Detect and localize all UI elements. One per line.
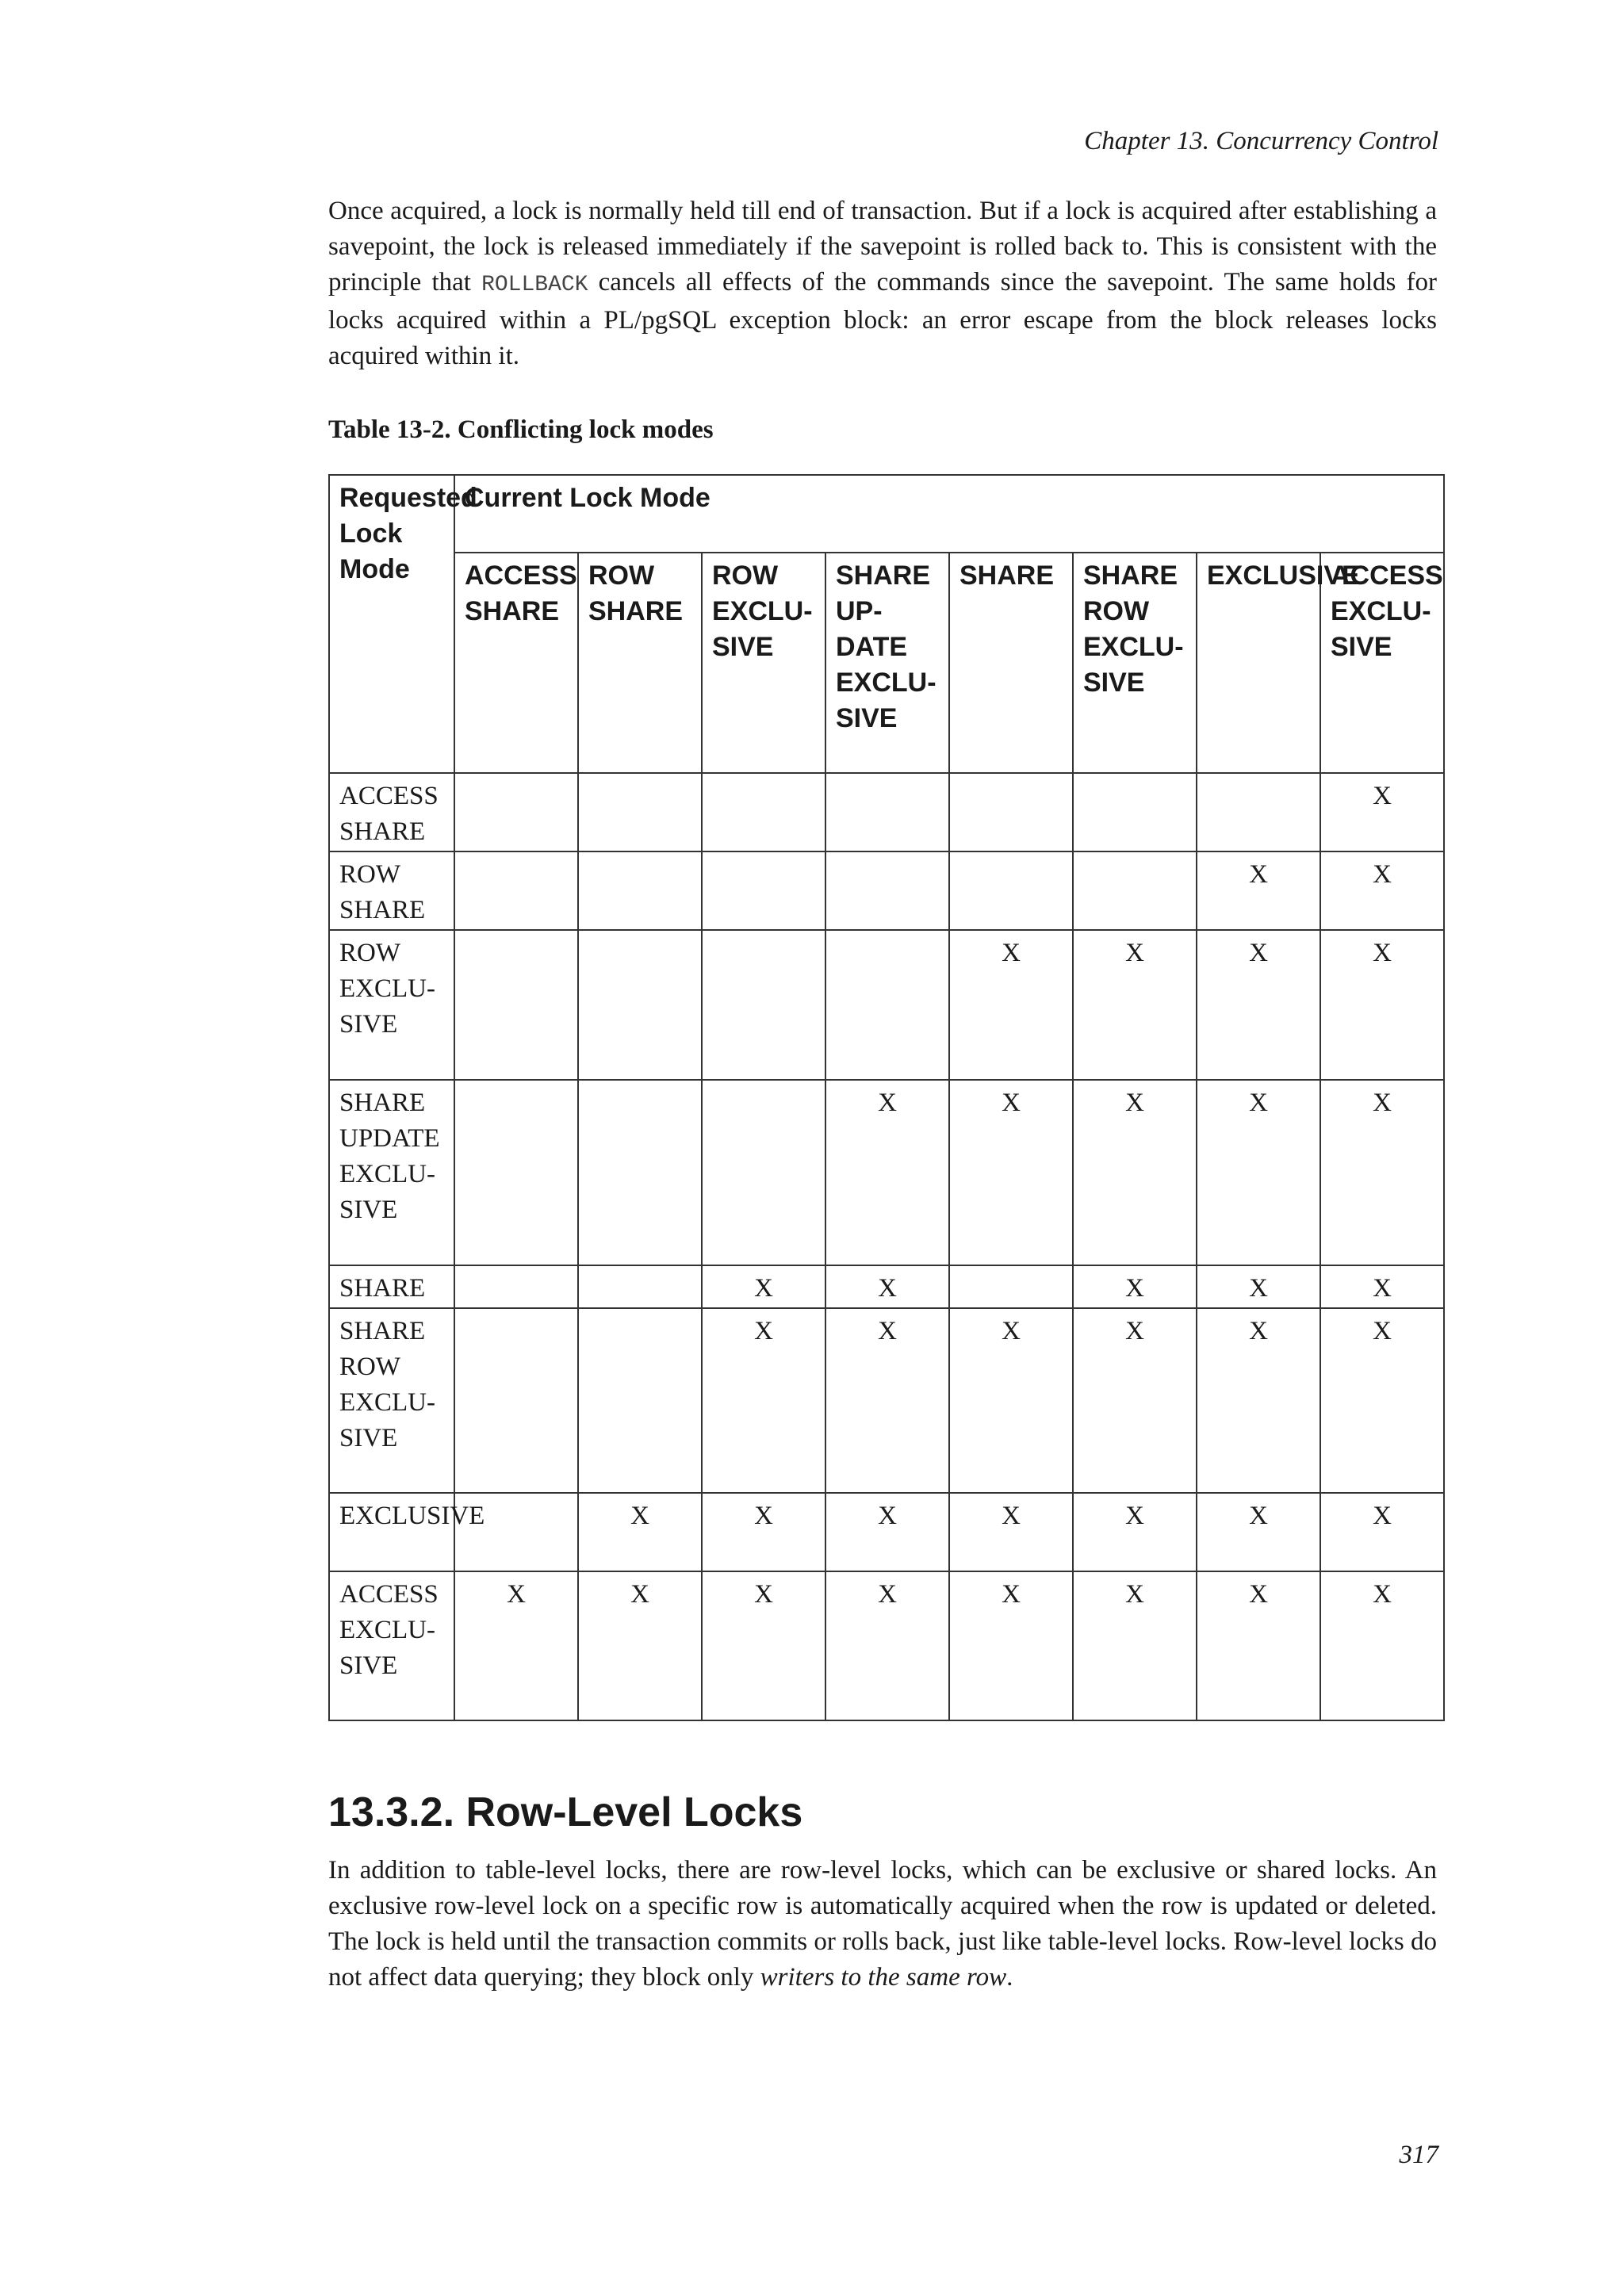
conflict-cell bbox=[578, 1080, 702, 1265]
conflict-cell: X bbox=[949, 1571, 1073, 1720]
row-mode: ROW SHARE bbox=[329, 851, 454, 930]
table-row bbox=[329, 1493, 1444, 1571]
table-row bbox=[329, 1308, 1444, 1493]
conflict-cell bbox=[578, 851, 702, 930]
conflict-cell: X bbox=[1197, 1080, 1320, 1265]
section-heading: 13.3.2. Row-Level Locks bbox=[328, 1789, 803, 1835]
table-caption: Table 13-2. Conflicting lock modes bbox=[328, 415, 714, 444]
conflict-cell bbox=[454, 851, 578, 930]
conflict-cell: X bbox=[1073, 1308, 1197, 1493]
conflict-cell: X bbox=[1320, 1493, 1444, 1571]
conflict-cell bbox=[1073, 851, 1197, 930]
conflict-cell bbox=[825, 851, 949, 930]
section-text: In addition to table-level locks, there are row-level locks, which can be exclusive or shared locks. An exclusive row-level lock on a specific row is automatically acquired when the row is updated or deleted. The lock is held until the transaction commits or rolls back, just like table-level locks. Row-level locks do not affect data querying; they block only bbox=[328, 1856, 1437, 1992]
conflict-cell: X bbox=[949, 1308, 1073, 1493]
conflict-cell: X bbox=[825, 1493, 949, 1571]
column-header: EXCLUSIVE bbox=[1197, 553, 1320, 773]
conflict-cell bbox=[454, 1308, 578, 1493]
conflict-cell bbox=[702, 773, 825, 851]
conflict-cell: X bbox=[702, 1265, 825, 1308]
conflict-cell bbox=[578, 930, 702, 1080]
conflict-cell bbox=[702, 851, 825, 930]
conflict-cell: X bbox=[454, 1571, 578, 1720]
row-mode: SHARE UPDATE EXCLU- SIVE bbox=[329, 1080, 454, 1265]
intro-text-1: Once acquired, a lock is normally held till end of transaction. But if a lock is acquired after establishing a savepoint, the lock is released immediately if the savepoint is rolled back to. This is consistent with the principle that bbox=[328, 197, 1437, 297]
table-row bbox=[329, 1080, 1444, 1265]
conflict-cell: X bbox=[1320, 1080, 1444, 1265]
column-header: ROW EXCLU- SIVE bbox=[702, 553, 825, 773]
conflict-cell bbox=[949, 851, 1073, 930]
intro-text-2: cancels all effects of the commands since the savepoint. The same holds for locks acquired within a PL/pgSQL exception block: an error escape from the block releases locks acquired within it. bbox=[328, 268, 1437, 370]
table-row bbox=[329, 930, 1444, 1080]
conflict-cell: X bbox=[1073, 930, 1197, 1080]
conflict-cell: X bbox=[1197, 1308, 1320, 1493]
conflict-cell: X bbox=[702, 1493, 825, 1571]
conflict-cell bbox=[702, 930, 825, 1080]
conflict-cell bbox=[1197, 773, 1320, 851]
column-header: SHARE UP- DATE EXCLU- SIVE bbox=[825, 553, 949, 773]
conflict-cell: X bbox=[949, 1080, 1073, 1265]
conflict-cell: X bbox=[702, 1571, 825, 1720]
section-paragraph bbox=[328, 1853, 1437, 1996]
conflict-cell: X bbox=[825, 1080, 949, 1265]
conflict-cell: X bbox=[1197, 1265, 1320, 1308]
conflict-cell: X bbox=[825, 1571, 949, 1720]
conflict-cell: X bbox=[578, 1493, 702, 1571]
current-mode-header: Current Lock Mode bbox=[454, 475, 1444, 553]
conflict-cell: X bbox=[1320, 1308, 1444, 1493]
conflict-cell: X bbox=[1073, 1265, 1197, 1308]
conflict-cell: X bbox=[825, 1308, 949, 1493]
conflict-cell: X bbox=[1320, 1265, 1444, 1308]
conflict-cell bbox=[578, 1265, 702, 1308]
conflict-cell bbox=[454, 773, 578, 851]
conflict-cell bbox=[454, 1080, 578, 1265]
conflict-cell: X bbox=[825, 1265, 949, 1308]
conflict-cell: X bbox=[1073, 1080, 1197, 1265]
table-row bbox=[329, 851, 1444, 930]
table-row bbox=[329, 1571, 1444, 1720]
row-mode: SHARE ROW EXCLU- SIVE bbox=[329, 1308, 454, 1493]
row-mode: EXCLUSIVE bbox=[329, 1493, 454, 1571]
section-emphasis: writers to the same row bbox=[760, 1963, 1007, 1992]
rollback-code: ROLLBACK bbox=[481, 273, 588, 297]
conflict-cell bbox=[825, 773, 949, 851]
conflict-cell: X bbox=[1320, 930, 1444, 1080]
table-row bbox=[329, 1265, 1444, 1308]
conflict-cell: X bbox=[1197, 930, 1320, 1080]
row-mode: ACCESS EXCLU- SIVE bbox=[329, 1571, 454, 1720]
conflict-cell bbox=[578, 1308, 702, 1493]
section-text-end: . bbox=[1006, 1963, 1013, 1992]
conflict-cell: X bbox=[1320, 851, 1444, 930]
column-header: SHARE bbox=[949, 553, 1073, 773]
conflict-cell bbox=[1073, 773, 1197, 851]
column-header: ROW SHARE bbox=[578, 553, 702, 773]
conflict-cell: X bbox=[949, 930, 1073, 1080]
conflict-cell bbox=[949, 773, 1073, 851]
conflict-cell: X bbox=[1320, 1571, 1444, 1720]
conflict-cell bbox=[454, 930, 578, 1080]
conflict-cell: X bbox=[702, 1308, 825, 1493]
row-mode: ACCESS SHARE bbox=[329, 773, 454, 851]
conflict-cell: X bbox=[949, 1493, 1073, 1571]
table-row bbox=[329, 773, 1444, 851]
requested-mode-header: Requested Lock Mode bbox=[329, 475, 454, 773]
row-mode: ROW EXCLU- SIVE bbox=[329, 930, 454, 1080]
row-mode: SHARE bbox=[329, 1265, 454, 1308]
conflict-cell: X bbox=[1320, 773, 1444, 851]
conflict-cell bbox=[949, 1265, 1073, 1308]
conflict-cell bbox=[454, 1265, 578, 1308]
running-header: Chapter 13. Concurrency Control bbox=[1084, 127, 1438, 155]
column-header: SHARE ROW EXCLU- SIVE bbox=[1073, 553, 1197, 773]
conflict-cell: X bbox=[1073, 1571, 1197, 1720]
conflict-cell: X bbox=[1073, 1493, 1197, 1571]
conflict-cell: X bbox=[1197, 1493, 1320, 1571]
column-header: ACCESS SHARE bbox=[454, 553, 578, 773]
page-number: 317 bbox=[1399, 2141, 1438, 2169]
conflict-cell bbox=[702, 1080, 825, 1265]
conflict-cell bbox=[578, 773, 702, 851]
conflict-cell: X bbox=[1197, 1571, 1320, 1720]
conflict-cell: X bbox=[578, 1571, 702, 1720]
intro-paragraph bbox=[328, 193, 1437, 374]
lock-conflict-table bbox=[328, 474, 1445, 1721]
column-header: ACCESS EXCLU- SIVE bbox=[1320, 553, 1444, 773]
conflict-cell: X bbox=[1197, 851, 1320, 930]
conflict-cell bbox=[825, 930, 949, 1080]
